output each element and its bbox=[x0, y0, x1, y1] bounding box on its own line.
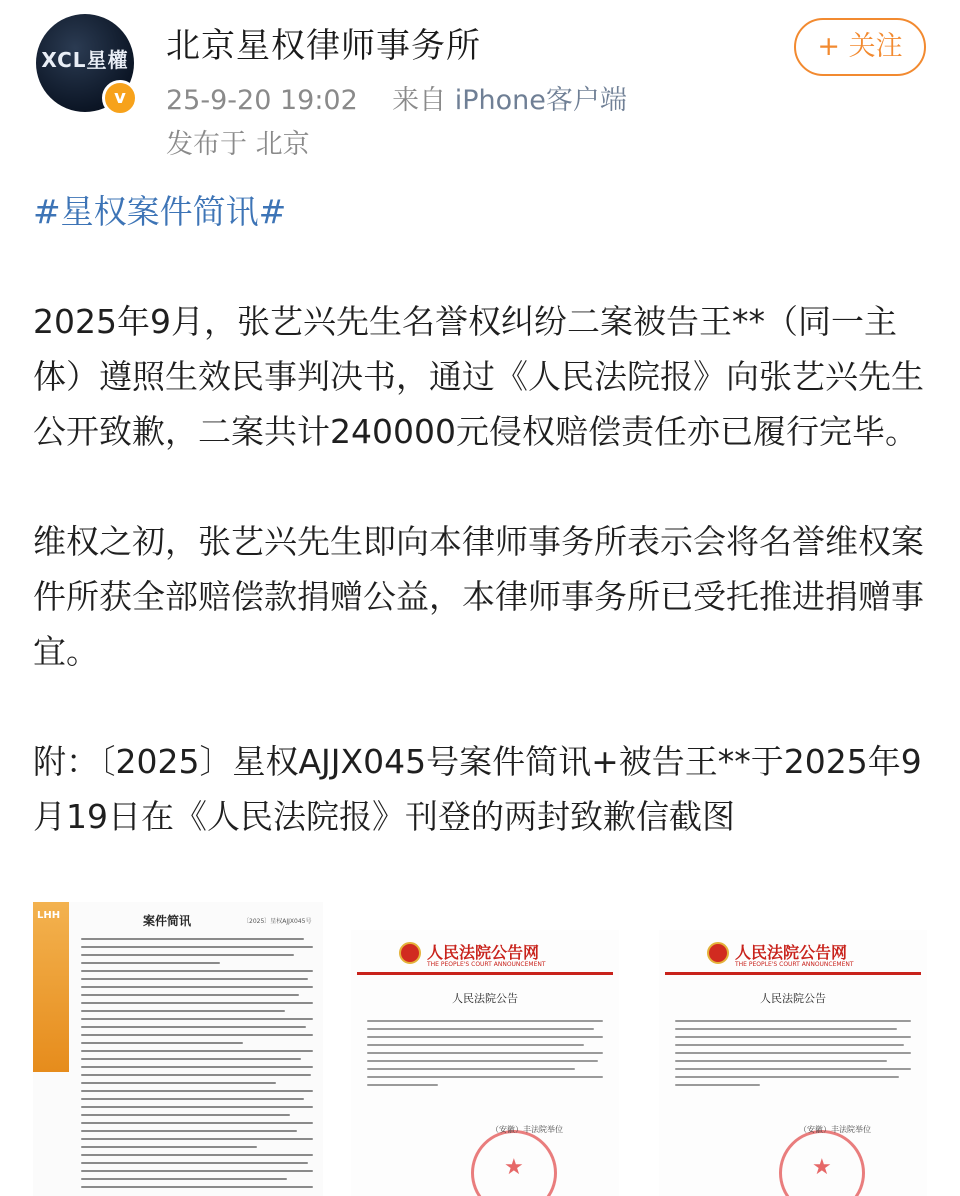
hashtag-link[interactable]: #星权案件简讯# bbox=[33, 192, 287, 231]
notice-title: 人民法院公告 bbox=[760, 992, 826, 1005]
court-seal-icon bbox=[779, 1130, 865, 1196]
author-name[interactable]: 北京星权律师事务所 bbox=[166, 26, 481, 66]
image-thumbnail-court-notice-2[interactable] bbox=[659, 930, 927, 1196]
post-paragraph: 维权之初，张艺兴先生即向本律师事务所表示会将名誉维权案件所获全部赔偿款捐赠公益，本律师事务所已受托推进捐赠事宜。 bbox=[33, 522, 924, 671]
notice-court: （安徽）丰法院举位 bbox=[799, 1125, 871, 1134]
post-paragraph: 附：〔2025〕星权AJJX045号案件简讯+被告王**于2025年9月19日在《人民法院报》刊登的两封致歉信截图 bbox=[33, 742, 922, 836]
notice-text-lines bbox=[367, 1020, 603, 1092]
post-location: 发布于 北京 bbox=[166, 129, 310, 160]
verified-icon: v bbox=[102, 80, 138, 116]
post-source[interactable]: iPhone客户端 bbox=[454, 85, 627, 116]
notice-brand-en: THE PEOPLE'S COURT ANNOUNCEMENT bbox=[427, 961, 546, 968]
document-number: 〔2025〕星权AJJX045号 bbox=[243, 918, 312, 925]
notice-text-lines bbox=[675, 1020, 911, 1092]
notice-divider bbox=[665, 972, 921, 975]
image-thumbnail-court-notice-1[interactable] bbox=[351, 930, 619, 1196]
source-prefix: 来自 bbox=[392, 85, 447, 116]
post-header bbox=[0, 0, 960, 180]
document-text-lines bbox=[81, 938, 313, 1194]
post-timestamp: 25-9-20 19:02 bbox=[166, 85, 358, 116]
notice-court: （安徽）丰法院举位 bbox=[491, 1125, 563, 1134]
court-emblem-icon bbox=[399, 942, 421, 964]
avatar-logo: XCL星權 bbox=[41, 48, 129, 72]
document-title: 案件简讯 bbox=[143, 914, 192, 928]
notice-divider bbox=[357, 972, 613, 975]
notice-title: 人民法院公告 bbox=[452, 992, 518, 1005]
court-emblem-icon bbox=[707, 942, 729, 964]
follow-button[interactable]: + 关注 bbox=[794, 18, 926, 76]
post-content bbox=[33, 184, 928, 844]
notice-brand-en: THE PEOPLE'S COURT ANNOUNCEMENT bbox=[735, 961, 854, 968]
image-grid bbox=[33, 902, 928, 1196]
document-side-logo: LHH bbox=[33, 902, 69, 1072]
image-thumbnail-case-brief[interactable] bbox=[33, 902, 323, 1196]
notice-brand: 人民法院公告网 bbox=[427, 943, 540, 962]
post-paragraph: 2025年9月，张艺兴先生名誉权纠纷二案被告王**（同一主体）遵照生效民事判决书，通过《人民法院报》向张艺兴先生公开致歉，二案共计240000元侵权赔偿责任亦已履行完毕。 bbox=[33, 302, 924, 451]
court-seal-icon bbox=[471, 1130, 557, 1196]
notice-brand: 人民法院公告网 bbox=[735, 943, 848, 962]
post-meta bbox=[166, 78, 627, 117]
